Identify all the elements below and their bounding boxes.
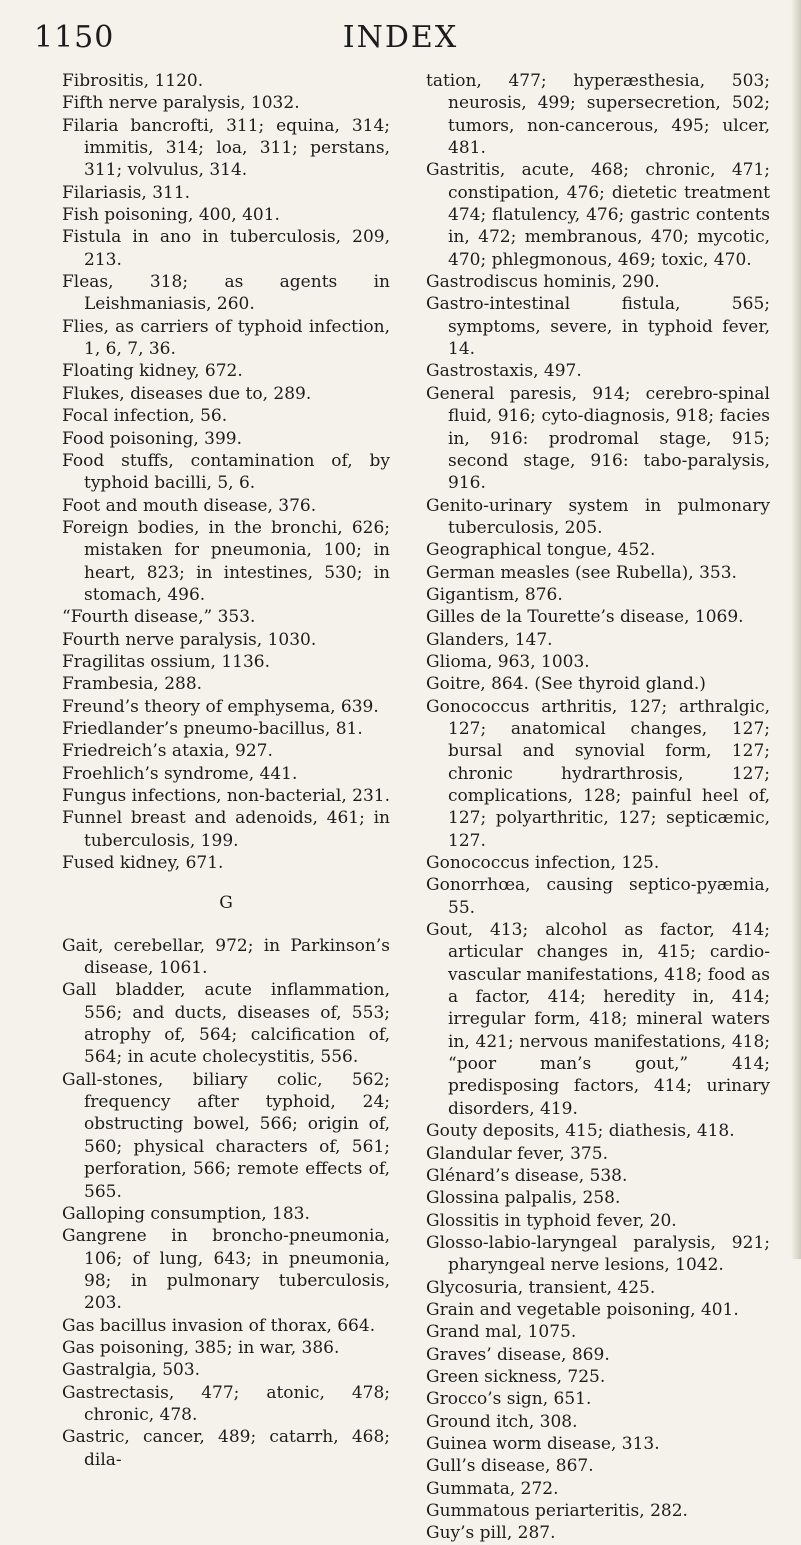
- index-entry: Grain and vegetable poisoning, 401.: [426, 1299, 739, 1320]
- index-entry: Foreign bodies, in the bronchi, 626; mistaken for pneumonia, 100; in heart, 823; in intestines, 530; in stomach, 496.: [62, 517, 390, 605]
- index-entry: Fragilitas ossium, 1136.: [62, 651, 271, 672]
- index-entry: Galloping consumption, 183.: [62, 1203, 310, 1224]
- index-entry: Gigantism, 876.: [426, 584, 563, 605]
- index-entry: General paresis, 914; cerebro-spinal fluid, 916; cyto-diagnosis, 918; facies in, 916: prodromal stage, 915; second stage, 916: tabo-paralysis, 916.: [426, 383, 770, 494]
- index-entry: Fleas, 318; as agents in Leishmaniasis, 260.: [62, 272, 390, 315]
- left-column: [62, 70, 390, 1471]
- index-entry: Guinea worm disease, 313.: [426, 1433, 660, 1454]
- index-entry: Gout, 413; alcohol as factor, 414; articular changes in, 415; cardio-vascular manifestations, 418; food as a factor, 414; heredity in, 414; irregular form, 418; mineral waters in, 421; nervous manifestations, 418; “poor man’s gout,” 414; predisposing factors, 414; urinary disorders, 419.: [426, 920, 770, 1119]
- right-column: [426, 70, 770, 1545]
- index-entry: tation, 477; hyperæsthesia, 503; neurosis, 499; supersecretion, 502; tumors, non-cancerous, 495; ulcer, 481.: [426, 71, 770, 159]
- index-entry: Gall-stones, biliary colic, 562; frequency after typhoid, 24; obstructing bowel, 566; origin of, 560; physical characters of, 561; perforation, 566; remote effects of, 565.: [62, 1069, 390, 1202]
- index-entry: Glossina palpalis, 258.: [426, 1188, 621, 1209]
- index-entry: Gastritis, acute, 468; chronic, 471; constipation, 476; dietetic treatment 474; flatulency, 476; gastric contents in, 472; membranous, 470; mycotic, 470; phlegmonous, 469; toxic, 470.: [426, 160, 770, 270]
- index-entry: Gas poisoning, 385; in war, 386.: [62, 1337, 340, 1358]
- index-entry: Gastrectasis, 477; atonic, 478; chronic, 478.: [62, 1382, 390, 1425]
- index-entry: Grand mal, 1075.: [426, 1322, 577, 1343]
- index-entry: Frambesia, 288.: [62, 674, 203, 695]
- index-entry: Glosso-labio-laryngeal paralysis, 921; pharyngeal nerve lesions, 1042.: [426, 1232, 770, 1276]
- index-entry: Gummatous periarteritis, 282.: [426, 1501, 688, 1521]
- running-title: INDEX: [342, 20, 459, 55]
- index-entry: Gummata, 272.: [426, 1478, 559, 1499]
- index-entry: Glioma, 963, 1003.: [426, 651, 590, 672]
- index-entry: “Fourth disease,” 353.: [62, 607, 256, 628]
- index-entry: Fish poisoning, 400, 401.: [62, 205, 280, 226]
- index-entry: Fungus infections, non-bacterial, 231.: [62, 786, 390, 806]
- index-entry: Fistula in ano in tuberculosis, 209, 213.: [62, 227, 390, 270]
- page-header: [0, 20, 801, 60]
- index-entry: Gonococcus arthritis, 127; arthralgic, 127; anatomical changes, 127; bursal and synovial form, 127; chronic hydrarthrosis, 127; complications, 128; painful heel of, 127; polyarthritic, 127; septicæmic, 127.: [426, 696, 770, 851]
- section-letter-g: G: [219, 893, 233, 914]
- entries-g-right: [426, 70, 770, 1545]
- index-entry: Food poisoning, 399.: [62, 428, 243, 449]
- index-entry: Gangrene in broncho-pneumonia, 106; of lung, 643; in pneumonia, 98; in pulmonary tuberculosis, 203.: [62, 1226, 390, 1314]
- index-entry: Ground itch, 308.: [426, 1411, 578, 1432]
- index-entry: Genito-urinary system in pulmonary tuberculosis, 205.: [426, 495, 770, 538]
- index-entry: Gull’s disease, 867.: [426, 1456, 594, 1477]
- index-entry: Floating kidney, 672.: [62, 361, 243, 382]
- index-entry: Gastralgia, 503.: [62, 1360, 201, 1381]
- index-entry: Food stuffs, contamination of, by typhoid bacilli, 5, 6.: [62, 450, 390, 494]
- index-entry: Glandular fever, 375.: [426, 1143, 608, 1164]
- index-entry: Froehlich’s syndrome, 441.: [62, 763, 298, 784]
- index-entry: Guy’s pill, 287.: [426, 1523, 556, 1544]
- index-entry: Glanders, 147.: [426, 629, 553, 650]
- page-edge-shadow: [791, 0, 801, 1259]
- index-entry: German measles (see Rubella), 353.: [426, 562, 737, 583]
- index-entry: Filariasis, 311.: [62, 182, 191, 203]
- index-entry: Gilles de la Tourette’s disease, 1069.: [426, 607, 744, 628]
- index-entry: Fourth nerve paralysis, 1030.: [62, 629, 317, 650]
- index-entry: Glénard’s disease, 538.: [426, 1165, 628, 1186]
- index-entry: Green sickness, 725.: [426, 1366, 606, 1387]
- index-entry: Gastrodiscus hominis, 290.: [426, 272, 660, 293]
- entries-f: [62, 70, 390, 874]
- entries-g-left: [62, 935, 390, 1471]
- index-entry: Gouty deposits, 415; diathesis, 418.: [426, 1121, 735, 1142]
- index-entry: Flukes, diseases due to, 289.: [62, 383, 312, 404]
- index-entry: Graves’ disease, 869.: [426, 1344, 610, 1365]
- index-entry: Gall bladder, acute inflammation, 556; and ducts, diseases of, 553; atrophy of, 564; calcification of, 564; in acute cholecystitis, 556.: [62, 980, 390, 1068]
- index-entry: Fused kidney, 671.: [62, 853, 224, 874]
- index-entry: Freund’s theory of emphysema, 639.: [62, 696, 379, 717]
- index-entry: Focal infection, 56.: [62, 406, 228, 427]
- index-entry: Glycosuria, transient, 425.: [426, 1277, 656, 1298]
- page-number: 1150: [34, 20, 115, 55]
- index-entry: Gastro-intestinal fistula, 565; symptoms, severe, in typhoid fever, 14.: [426, 294, 770, 360]
- index-entry: Grocco’s sign, 651.: [426, 1389, 592, 1410]
- index-entry: Gas bacillus invasion of thorax, 664.: [62, 1315, 376, 1336]
- index-entry: Glossitis in typhoid fever, 20.: [426, 1210, 677, 1231]
- index-entry: Friedreich’s ataxia, 927.: [62, 741, 273, 762]
- index-entry: Gonorrhœa, causing septico-pyæmia, 55.: [426, 875, 770, 918]
- index-entry: Friedlander’s pneumo-bacillus, 81.: [62, 718, 363, 739]
- index-entry: Goitre, 864. (See thyroid gland.): [426, 674, 706, 695]
- index-entry: Filaria bancrofti, 311; equina, 314; immitis, 314; loa, 311; perstans, 311; volvulus, 314.: [62, 115, 390, 181]
- index-entry: Gait, cerebellar, 972; in Parkinson’s disease, 1061.: [62, 935, 390, 979]
- index-entry: Geographical tongue, 452.: [426, 540, 656, 561]
- index-entry: Gastrostaxis, 497.: [426, 361, 582, 382]
- index-entry: Fifth nerve paralysis, 1032.: [62, 93, 300, 114]
- index-entry: Flies, as carriers of typhoid infection, 1, 6, 7, 36.: [62, 316, 390, 360]
- index-entry: Gastric, cancer, 489; catarrh, 468; dila-: [62, 1427, 390, 1470]
- index-entry: Gonococcus infection, 125.: [426, 853, 660, 874]
- index-entry: Fibrositis, 1120.: [62, 71, 204, 91]
- index-entry: Foot and mouth disease, 376.: [62, 495, 317, 516]
- index-entry: Funnel breast and adenoids, 461; in tuberculosis, 199.: [62, 808, 390, 851]
